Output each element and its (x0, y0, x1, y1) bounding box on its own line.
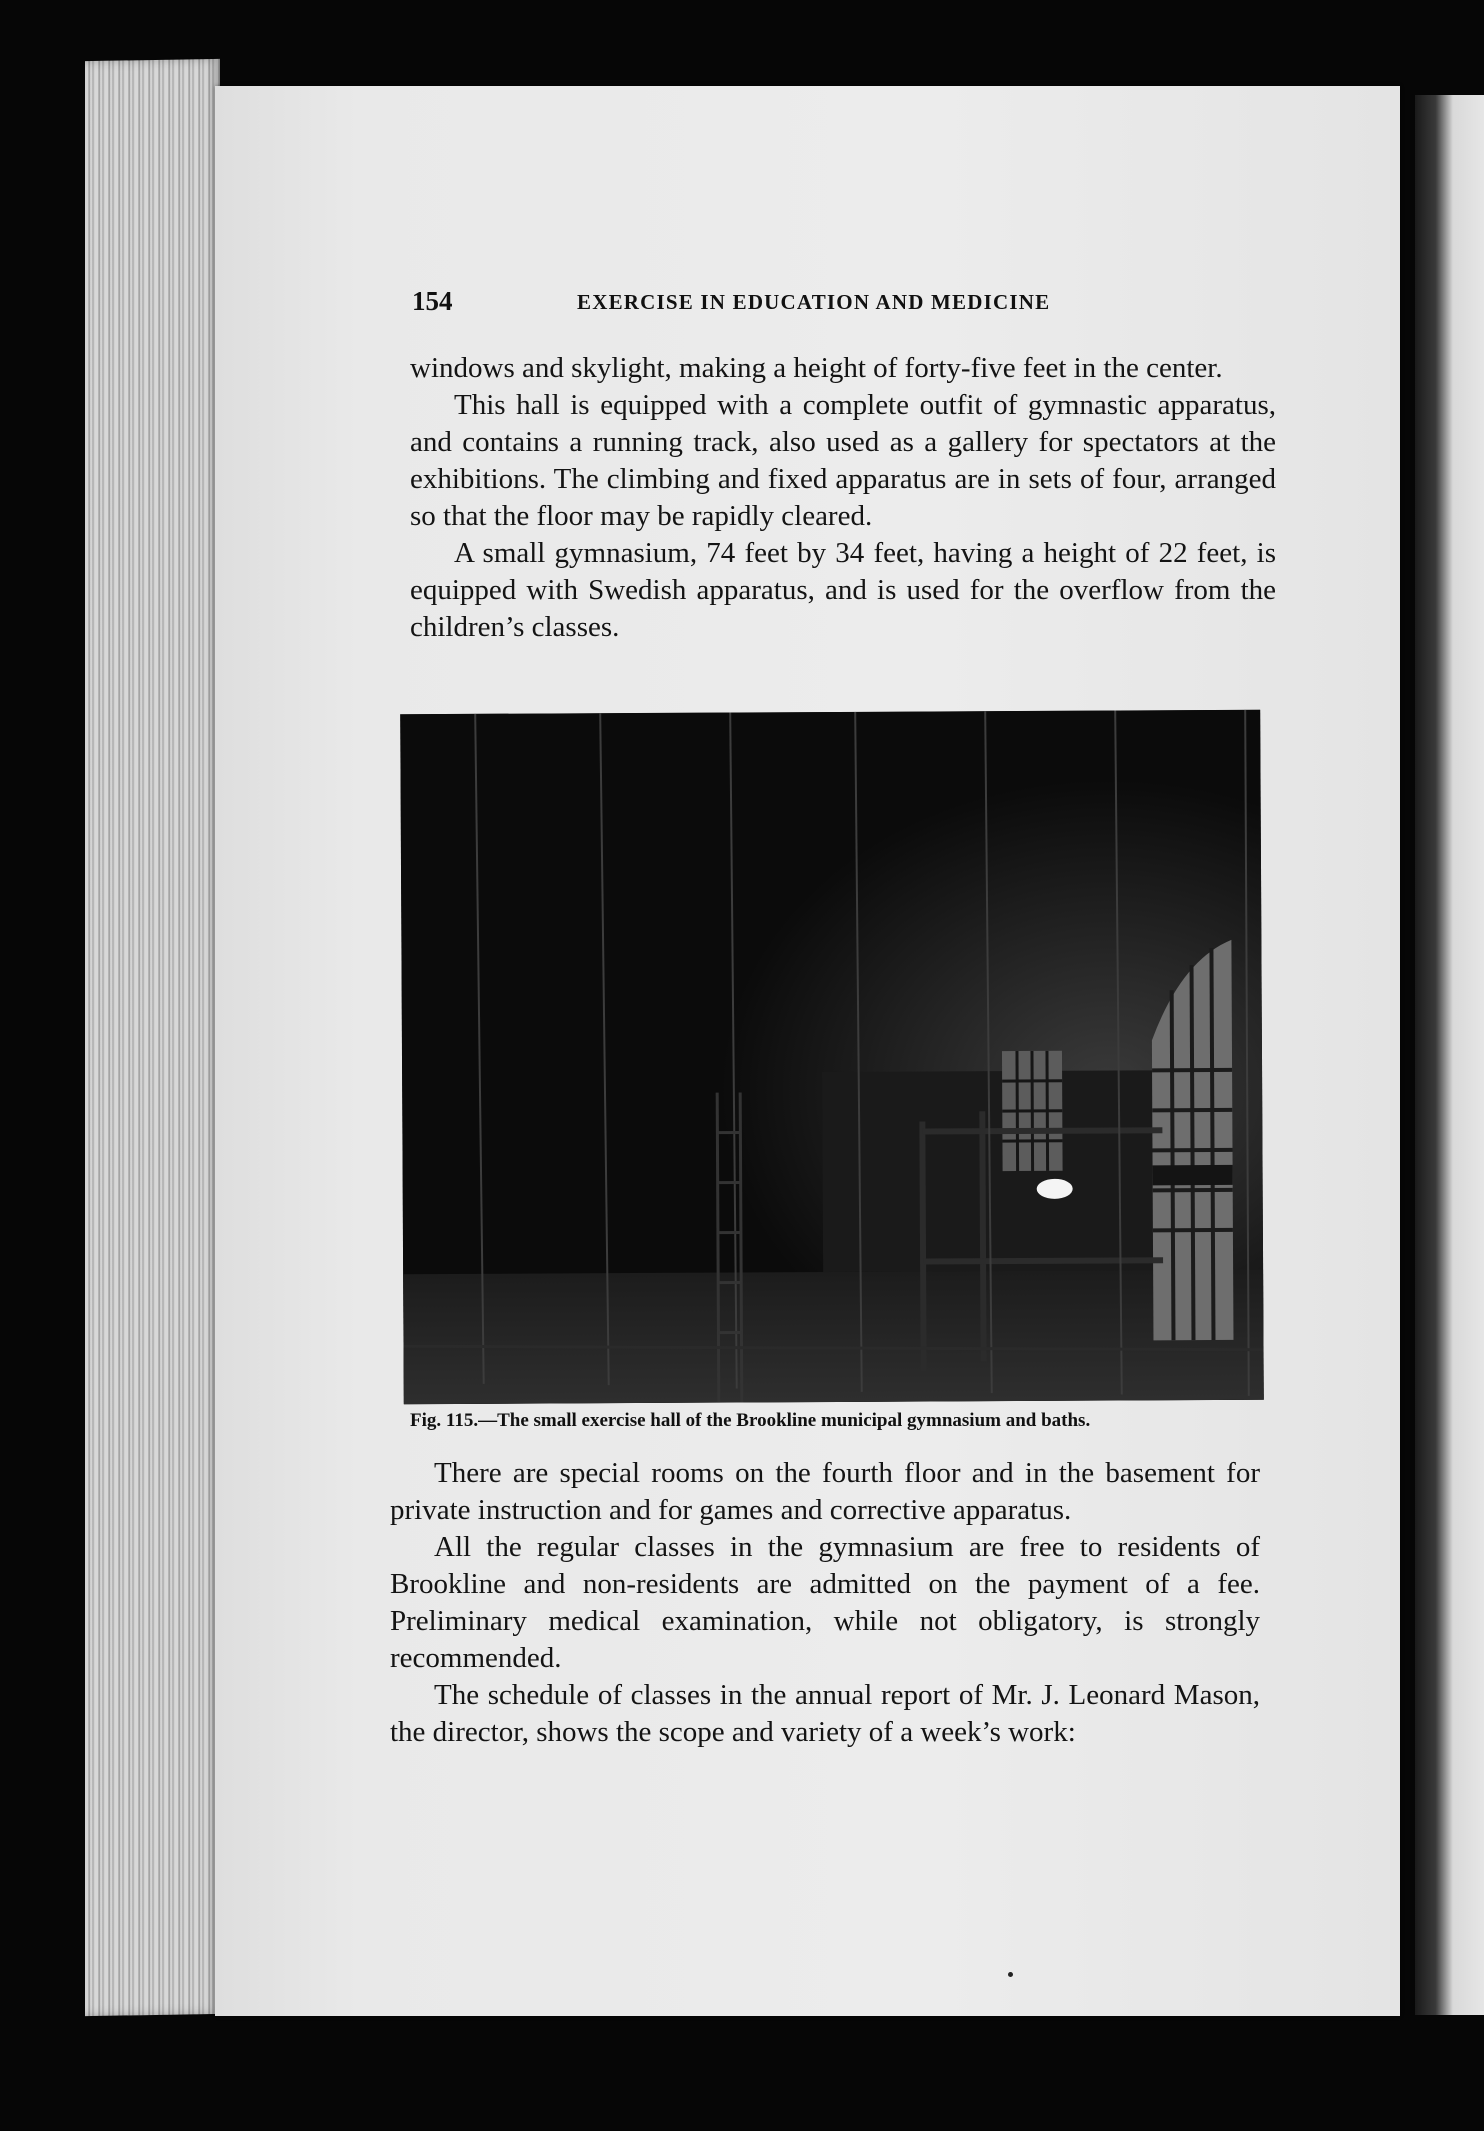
running-head (412, 286, 1282, 326)
paragraph: There are special rooms on the fourth floor and in the basement for private instruction and for games and corrective apparatus. (390, 1457, 1260, 1526)
paragraph: A small gymnasium, 74 feet by 34 feet, having a height of 22 feet, is equipped with Swedish apparatus, and is used for the overflow from the children’s classes. (410, 537, 1276, 643)
paragraph: All the regular classes in the gymnasium are free to residents of Brookline and non-residents are admitted on the payment of a fee. Preliminary medical examination, while not obligatory, is strongly recommended. (390, 1531, 1260, 1674)
page-speck (1008, 1972, 1013, 1977)
page-number: 154 (412, 286, 453, 316)
side-window (1002, 1051, 1063, 1171)
paragraph: The schedule of classes in the annual report of Mr. J. Leonard Mason, the director, shows the scope and variety of a week’s work: (390, 1679, 1260, 1748)
facing-page-edge (1415, 95, 1484, 2015)
page-edges (85, 59, 220, 2016)
paragraph: This hall is equipped with a complete outfit of gymnastic apparatus, and contains a running track, also used as a gallery for spectators at the exhibitions. The climbing and fixed apparatus are in sets of four, arranged so that the floor may be rapidly cleared. (410, 389, 1276, 532)
body-text-top (410, 350, 1276, 646)
paragraph: windows and skylight, making a height of forty-five feet in the center. (410, 352, 1223, 384)
figure-caption: Fig. 115.—The small exercise hall of the Brookline municipal gymnasium and baths. (410, 1410, 1091, 1431)
running-title: EXERCISE IN EDUCATION AND MEDICINE (577, 290, 1051, 314)
body-text-bottom (390, 1455, 1260, 1751)
gymnasium-photo (400, 710, 1264, 1404)
